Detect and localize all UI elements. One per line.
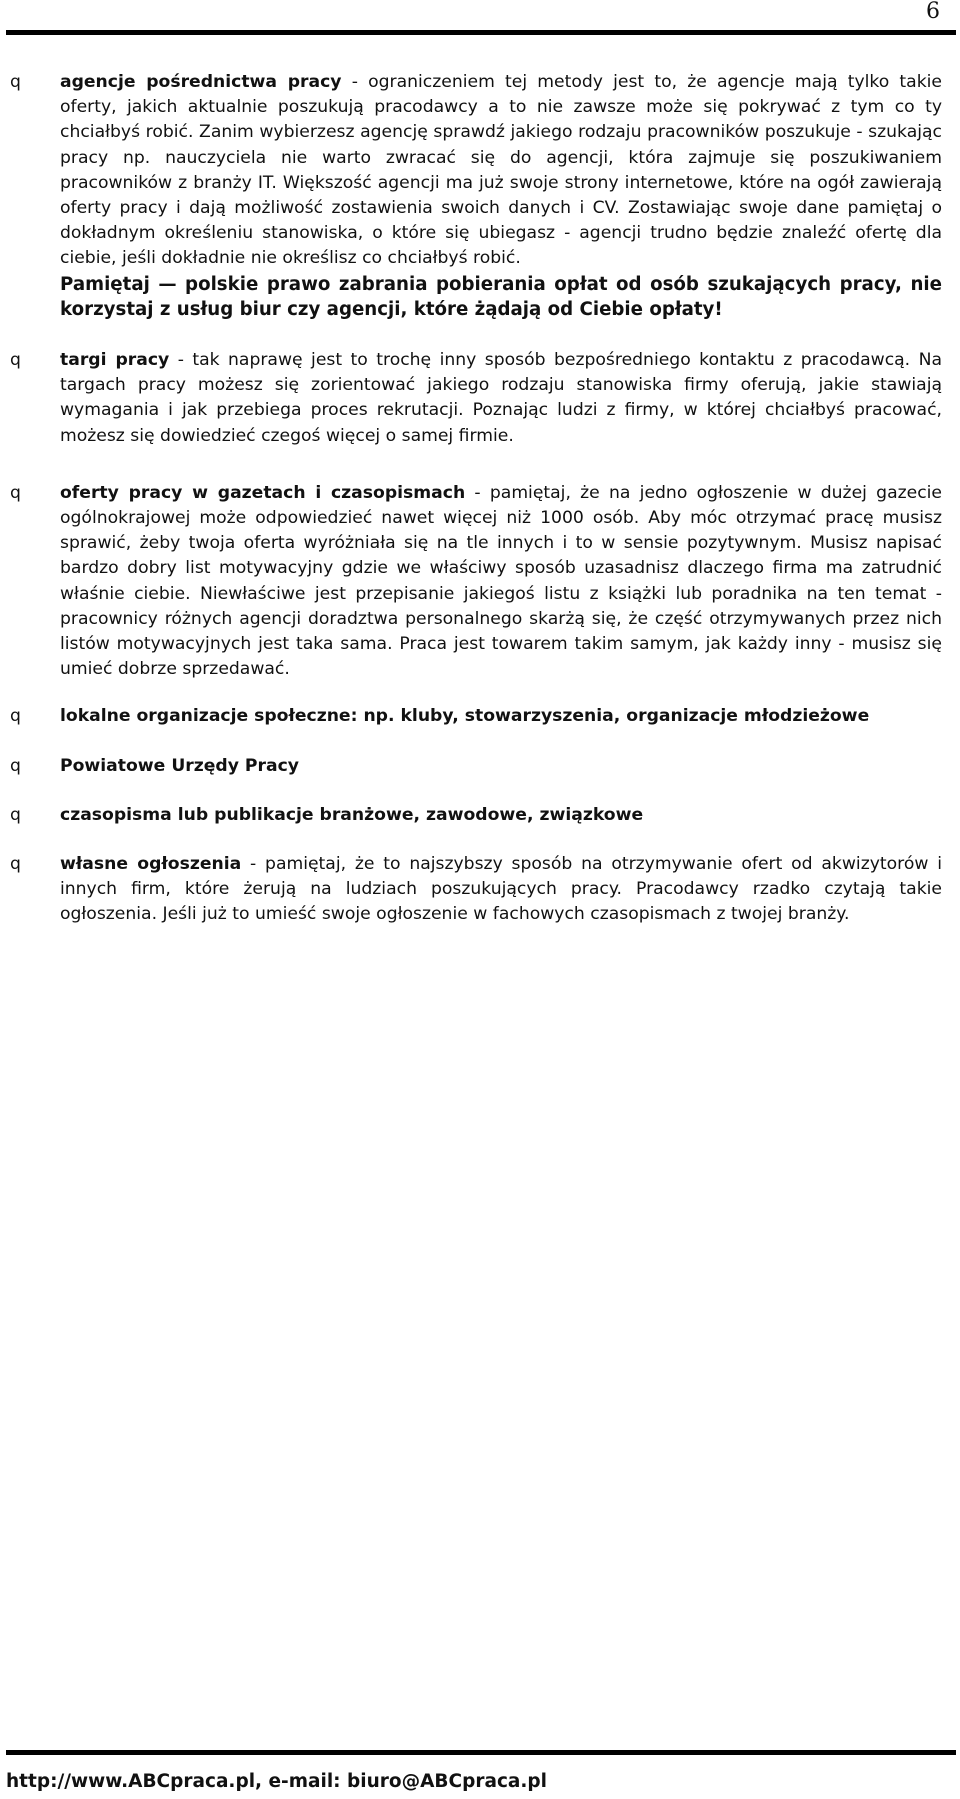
item-heading: oferty pracy w gazetach i czasopismach xyxy=(60,482,466,503)
header-rule xyxy=(6,30,956,35)
bullet-icon: q xyxy=(10,755,21,776)
document-body xyxy=(0,70,960,954)
bullet-icon: q xyxy=(10,854,21,875)
bullet-icon: q xyxy=(10,72,21,92)
list-item-pup xyxy=(0,754,960,779)
item-text: - tak naprawę jest to trochę inny sposób bezpośredniego kontaktu z pracodawcą. Na targach pracy możesz się zorientować jakiego rodzaju stanowiska firmy oferują, jakie stawiają wymagania i jak przebiega proces rekrutacji. Poznając ludzi z firmy, w której chciałbyś pracować, możesz się dowiedzieć czegoś więcej o samej firmie. xyxy=(60,350,942,446)
bullet-icon: q xyxy=(10,350,21,371)
bullet-icon: q xyxy=(10,706,21,727)
item-heading: czasopisma lub publikacje branżowe, zawodowe, związkowe xyxy=(60,804,644,825)
item-heading: targi pracy xyxy=(60,350,170,371)
item-heading: Powiatowe Urzędy Pracy xyxy=(60,755,299,776)
footer-contact: http://www.ABCpraca.pl, e-mail: biuro@ABCpraca.pl xyxy=(6,1771,548,1792)
bullet-icon: q xyxy=(10,482,21,503)
legal-warning: Pamiętaj — polskie prawo zabrania pobierania opłat od osób szukających pracy, nie korzystaj z usług biur czy agencji, które żądają od Ciebie opłaty! xyxy=(60,273,942,320)
list-item-ogloszenia xyxy=(0,852,960,928)
footer-rule xyxy=(6,1750,956,1755)
list-item-oferty xyxy=(0,481,960,683)
page-number: 6 xyxy=(926,0,940,24)
list-item-targi xyxy=(0,348,960,449)
item-text: - ograniczeniem tej metody jest to, że agencje mają tylko takie oferty, jakich aktualnie poszukują pracodawcy a to nie zawsze może się pokrywać z tym co ty chciałbyś robić. Zanim wybierzesz agencję sprawdź jakiego rodzaju pracowników poszukuje - szukając pracy np. nauczyciela nie warto zwracać się do agencji, która zajmuje się poszukiwaniem pracowników z branży IT. Większość agencji ma już swoje strony internetowe, które na ogół zawierają oferty pracy i dają możliwość zostawienia swoich danych i CV. Zostawiając swoje dane pamiętaj o dokładnym określeniu stanowiska, o które się ubiegasz - agencji trudno będzie znaleźć ofertę dla ciebie, jeśli dokładnie nie określisz co chciałbyś robić. xyxy=(60,72,943,269)
list-item-lokalne xyxy=(0,704,960,729)
item-heading: lokalne organizacje społeczne: np. kluby, stowarzyszenia, organizacje młodzieżowe xyxy=(60,706,870,727)
list-item-czasopisma xyxy=(0,803,960,828)
bullet-icon: q xyxy=(10,804,21,825)
list-item-agencje xyxy=(0,70,960,322)
item-text: - pamiętaj, że to najszybszy sposób na otrzymywanie ofert od akwizytorów i innych firm, które żerują na ludziach poszukujących pracy. Pracodawcy rzadko czytają takie ogłoszenia. Jeśli już to umieść swoje ogłoszenie w fachowych czasopismach z twojej branży. xyxy=(60,854,942,925)
item-heading: własne ogłoszenia xyxy=(60,854,242,875)
item-heading: agencje pośrednictwa pracy xyxy=(60,72,342,92)
item-text: - pamiętaj, że na jedno ogłoszenie w dużej gazecie ogólnokrajowej może odpowiedzieć nawet więcej niż 1000 osób. Aby móc otrzymać pracę musisz sprawić, żeby twoja oferta wyróżniała się na tle innych i to w sensie pozytywnym. Musisz napisać bardzo dobry list motywacyjny gdzie we właściwy sposób uzasadnisz dlaczego firma ma zatrudnić właśnie ciebie. Niewłaściwe jest przepisanie jakiegoś listu z książki lub poradnika na ten temat - pracownicy różnych agencji doradztwa personalnego skarżą się, że część otrzymywanych przez nich listów motywacyjnych jest taka sama. Praca jest towarem takim samym, jak każdy inny - musisz się umieć dobrze sprzedawać. xyxy=(60,482,942,680)
